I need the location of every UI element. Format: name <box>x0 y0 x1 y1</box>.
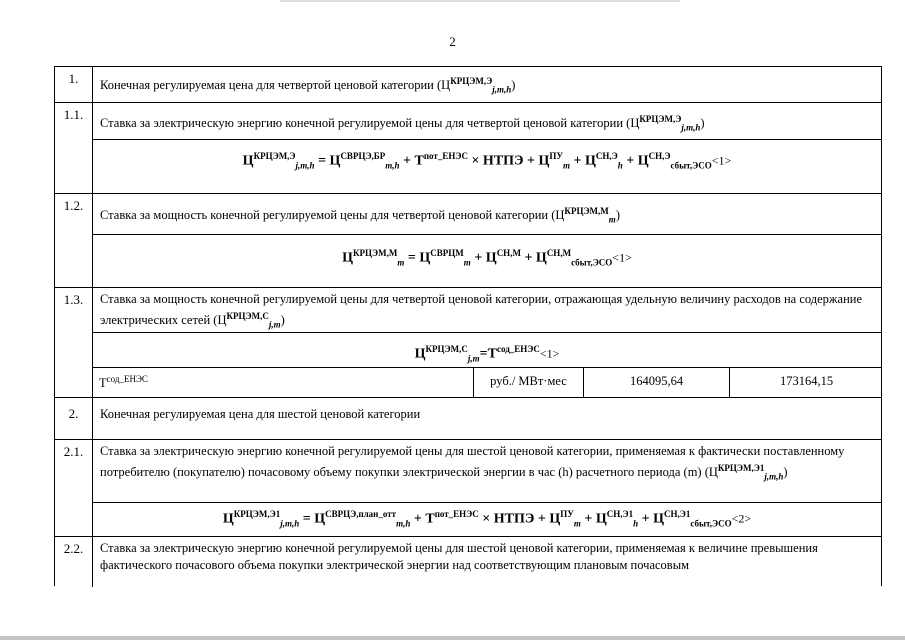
formula: $Ц^{КРЦЭМ,С}_{j,m}=Т^{сод\_ЕНЭС}<1>$ <box>414 344 560 364</box>
table-row <box>55 288 881 398</box>
tariff-values-row <box>93 368 881 398</box>
price-table <box>54 66 882 586</box>
row-text: Ставка за мощность конечной регулируемой цены для четвертой ценовой категории $(Ц^{КРЦЭМ,М}_m)$ <box>100 206 620 225</box>
table-row <box>55 103 881 194</box>
value-cell-1: 164095,64 <box>583 368 729 398</box>
row-text: Конечная регулируемая цена для шестой ценовой категории <box>100 407 421 421</box>
formula: $Ц^{КРЦЭМ,М}_m = Ц^{СВРЦМ}_m + Ц^{СН,М} + Ц^{СН,М}_{сбыт,ЭСО}<1>$ <box>342 248 632 268</box>
divider <box>93 234 881 235</box>
row-number: 1.3. <box>55 288 93 397</box>
row-text: Ставка за электрическую энергию конечной регулируемой цены для четвертой ценовой категории $(Ц^{КРЦЭМ,Э}_{j,m,h})$ <box>100 114 705 133</box>
table-row <box>55 440 881 537</box>
row-text: Ставка за электрическую энергию конечной регулируемой цены для шестой ценовой категории, применяемая к фактически поставленному потребителю (покупателю) почасовому объему покупки электрической энергии в час (h) расчетного периода (m) $(Ц^{КРЦЭМ,Э1}_{j,m,h})$ <box>100 444 845 482</box>
formula: $Ц^{КРЦЭМ,Э}_{j,m,h} = Ц^{СВРЦЭ,БР}_{m,h} + Т^{пот\_ЕНЭС}$ × НТПЭ + $Ц^{ПУ}_m + Ц^{СН,Э}_h + Ц^{СН,Э}_{сбыт,ЭСО}<1>$ <box>242 151 732 171</box>
row-number: 1.2. <box>55 194 93 287</box>
scan-artifact-bottom <box>0 636 905 640</box>
row-number: 2.2. <box>55 537 93 587</box>
row-number: 2. <box>55 398 93 439</box>
row-number: 1. <box>55 67 93 102</box>
unit-cell: руб./ МВт·мес <box>473 368 583 398</box>
tariff-label: $Т^{сод\_ЕНЭС}$ <box>99 374 148 391</box>
table-row <box>55 398 881 440</box>
table-row <box>55 537 881 587</box>
row-number: 2.1. <box>55 440 93 536</box>
row-text: Ставка за мощность конечной регулируемой цены для четвертой ценовой категории, отражающая удельную величину расходов на содержание электрических сетей $(Ц^{КРЦЭМ,С}_{j,m})$ <box>100 292 863 330</box>
row-text: Ставка за электрическую энергию конечной регулируемой цены для шестой ценовой категории, применяемая к величине превышения фактического почасового объема покупки электрической энергии над соответствующим плановым почасовым <box>100 541 818 572</box>
formula: $Ц^{КРЦЭМ,Э1}_{j,m,h} = Ц^{СВРЦЭ,план\_отт}_{m,h} + Т^{пот\_ЕНЭС}$ × НТПЭ + $Ц^{ПУ}_m + Ц^{СН,Э1}_h + Ц^{СН,Э1}_{сбыт,ЭСО}<2>$ <box>222 509 752 529</box>
divider <box>93 332 881 333</box>
value-cell-2: 173164,15 <box>729 368 883 398</box>
table-row <box>55 67 881 103</box>
page-number: 2 <box>449 34 456 49</box>
divider <box>93 139 881 140</box>
divider <box>93 502 881 503</box>
table-row <box>55 194 881 288</box>
row-text: Конечная регулируемая цена для четвертой ценовой категории $(Ц^{КРЦЭМ,Э}_{j,m,h})$ <box>100 76 516 95</box>
row-number: 1.1. <box>55 103 93 193</box>
scan-artifact-top <box>280 0 680 2</box>
